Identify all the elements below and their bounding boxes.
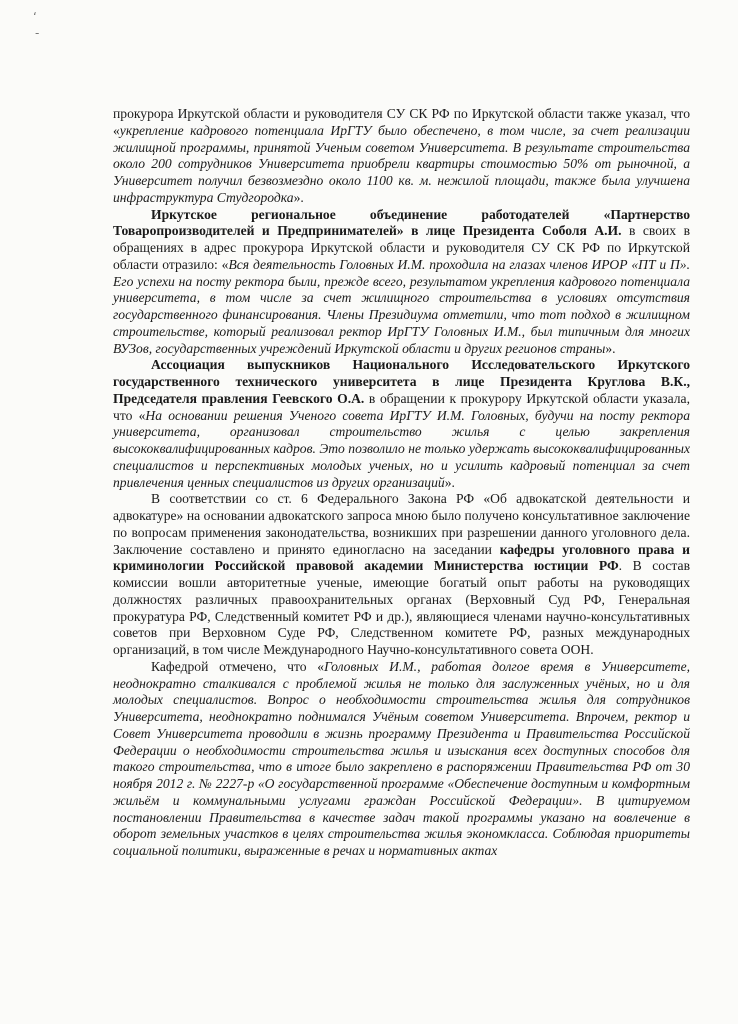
organization-name: Ассоциация выпускников Национального Исследовательского Иркутского государственного технического университета в лице Президента Круглова В.К., Председателя правления Геевского О.А.: [113, 357, 690, 406]
department-name: кафедры уголовного права и криминологии Российской правовой академии Министерства юстиции РФ: [113, 541, 690, 574]
organization-name: Иркутское региональное объединение работодателей «Партнерство Товаропроизводителей и Предпринимателей» в лице Президента Соболя А.И.: [113, 206, 690, 239]
document-page: [113, 106, 690, 860]
paragraph-4: [113, 491, 690, 659]
text: ».: [444, 474, 455, 490]
text: ».: [293, 189, 304, 205]
text: . В состав комиссии вошли авторитетные ученые, имеющие богатый опыт работы на руководящих должностях различных правоохранительных органах (Верховный Суд РФ, Генеральная прокуратура РФ, Следственный комитет РФ и др.), являющиеся членами научно-консультативных советов при Верховном Суде РФ, Следственном комитете РФ, разных международных организаций, в том числе Международного Научно-консультативного совета ООН.: [113, 558, 690, 657]
quote: На основании решения Ученого совета ИрГТУ И.М. Головных, будучи на посту ректора университета, организовал строительство жилья с целью закрепления высококвалифицированных кадров. Это позволило не только удержать высококвалифицированных специалистов и перспективных молодых ученых, но и усилить кадровый потенциал за счет привлечения ценных специалистов из других организаций: [113, 407, 690, 490]
scan-mark: ‘: [33, 10, 37, 24]
quote: Головных И.М., работая долгое время в Университете, неоднократно сталкивался с проблемой жилья не только для заслуженных учёных, но и для молодых специалистов. Вопрос о необходимости строительства жилья для сотрудников Университета, неоднократно поднимался Учёным советом Университета. Впрочем, ректор и Совет Университета проводили в жизнь программу Президента и Правительства Российской Федерации о необходимости строительства жилья и изыскания всех доступных способов для такого строительства, что в итоге было закреплено в распоряжении Правительства РФ от 30 ноября 2012 г. № 2227-р «О государственной программе «Обеспечение доступным и комфортным жильём и коммунальными услугами граждан Российской Федерации». В цитируемом постановлении Правительства в качестве задач такой программы указано на вовлечение в оборот земельных участков в целях строительства жилья экономкласса. Соблюдая приоритеты социальной политики, выраженные в речах и нормативных актах: [113, 658, 691, 858]
text: Кафедрой отмечено, что «: [151, 658, 325, 674]
paragraph-1: [113, 106, 690, 207]
text: в своих в обращениях в адрес прокурора Иркутской области и руководителя СУ СК РФ по Иркутской области отразило: «: [113, 223, 691, 272]
quote: укрепление кадрового потенциала ИрГТУ было обеспечено, в том числе, за счет реализации жилищной программы, принятой Ученым советом Университета. В результате строительства около 200 сотрудников Университета приобрели квартиры стоимостью 50% от рыночной, а Университет получил безвозмездно около 1100 кв. м. нежилой площади, также была улучшена инфраструктура Студгородка: [113, 122, 690, 205]
text: в обращении к прокурору Иркутской области указала, что «: [113, 390, 690, 423]
quote: Вся деятельность Головных И.М. проходила на глазах членов ИРОР «ПТ и П». Его успехи на посту ректора были, прежде всего, результатом укрепления кадрового потенциала университета, в том числе за счет жилищного строительства в условиях отсутствия государственного финансирования. Члены Президиума отметили, что тот подход в жилищном строительстве, который реализовал ректор ИрГТУ Головных И.М., был типичным для многих ВУЗов, государственных учреждений Иркутской области и других регионов страны: [113, 256, 691, 356]
paragraph-3: [113, 357, 690, 491]
scan-mark: -: [35, 26, 40, 40]
text: ».: [605, 340, 616, 356]
paragraph-5: [113, 659, 690, 860]
text: прокурора Иркутской области и руководителя СУ СК РФ по Иркутской области также указал, что «: [113, 106, 690, 138]
text: В соответствии со ст. 6 Федерального Закона РФ «Об адвокатской деятельности и адвокатуре» на основании адвокатского запроса мною было получено консультативное заключение по вопросам применения законодательства, возникших при разрешении данного уголовного дела. Заключение составлено и принято единогласно на заседании: [113, 491, 690, 557]
paragraph-2: [113, 207, 690, 358]
